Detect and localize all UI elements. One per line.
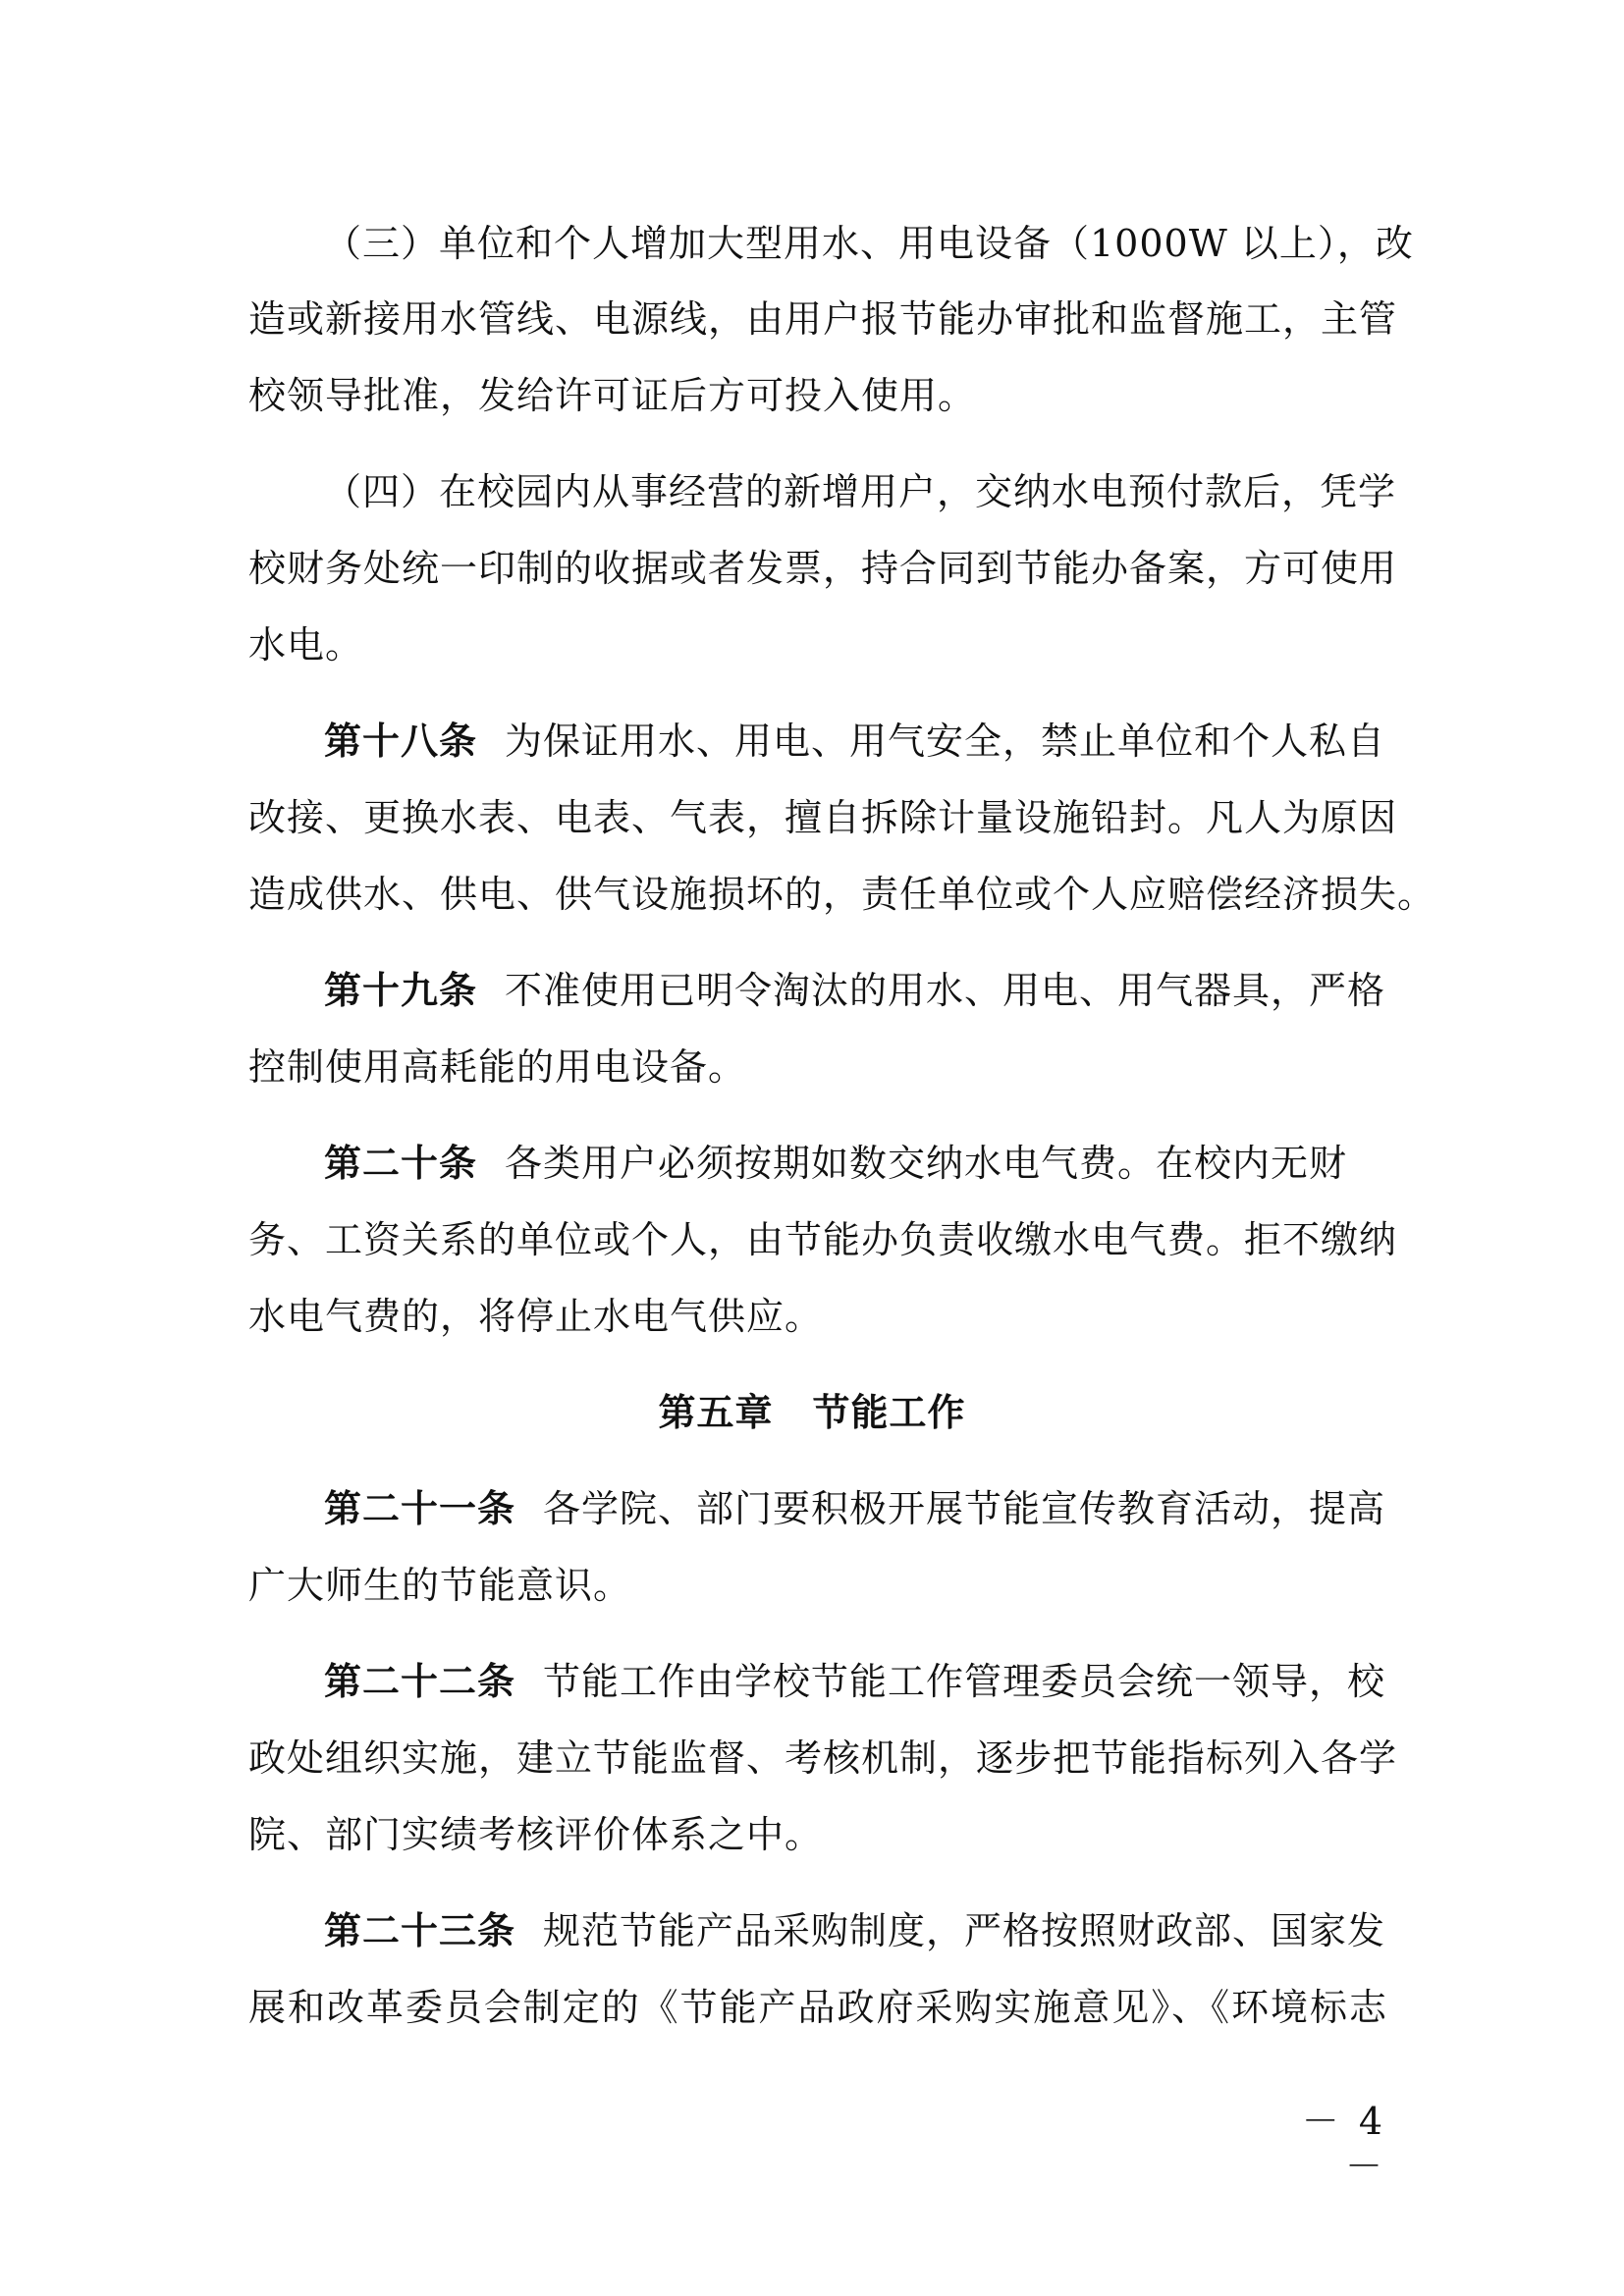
article-text: 规范节能产品采购制度，严格按照财政部、国家发 xyxy=(543,1909,1386,1952)
page-number: － 4 － xyxy=(1301,2100,1386,2188)
paragraph-line: 水电气费的，将停止水电气供应。 xyxy=(248,1295,824,1338)
paragraph-line: 展和改革委员会制定的《节能产品政府采购实施意见》、《环境标志 xyxy=(248,1986,1387,2029)
article-18 xyxy=(324,719,1387,764)
paragraph-line: 改接、更换水表、电表、气表，擅自拆除计量设施铅封。凡人为原因 xyxy=(248,796,1398,839)
paragraph-line: （四）在校园内从事经营的新增用户，交纳水电预付款后，凭学 xyxy=(324,470,1397,513)
paragraph-line: 政处组织实施，建立节能监督、考核机制，逐步把节能指标列入各学 xyxy=(248,1736,1398,1780)
paragraph-line: 造成供水、供电、供气设施损坏的，责任单位或个人应赔偿经济损失。 xyxy=(248,873,1436,916)
article-21 xyxy=(324,1486,1387,1531)
paragraph-line: 校领导批准，发给许可证后方可投入使用。 xyxy=(248,374,977,417)
paragraph-line: 控制使用高耗能的用电设备。 xyxy=(248,1045,747,1089)
article-label: 第二十条 xyxy=(324,1141,478,1185)
article-text: 各学院、部门要积极开展节能宣传教育活动，提高 xyxy=(543,1487,1386,1530)
chapter-number: 第五章 xyxy=(658,1390,774,1434)
article-label: 第二十三条 xyxy=(324,1908,516,1952)
chapter-heading xyxy=(0,1390,1624,1435)
chapter-title: 节能工作 xyxy=(812,1390,966,1434)
article-label: 第二十一条 xyxy=(324,1486,516,1530)
paragraph-line: 水电。 xyxy=(248,623,364,667)
paragraph-line: （三）单位和个人增加大型用水、用电设备（1000W 以上），改 xyxy=(324,222,1414,265)
article-text: 为保证用水、用电、用气安全，禁止单位和个人私自 xyxy=(505,720,1386,763)
paragraph-line: 校财务处统一印制的收据或者发票，持合同到节能办备案，方可使用 xyxy=(248,547,1398,590)
article-23 xyxy=(324,1908,1387,1953)
paragraph-line: 务、工资关系的单位或个人，由节能办负责收缴水电气费。拒不缴纳 xyxy=(248,1218,1398,1261)
article-22 xyxy=(324,1659,1387,1704)
paragraph-line: 广大师生的节能意识。 xyxy=(248,1564,632,1607)
article-text: 各类用户必须按期如数交纳水电气费。在校内无财 xyxy=(505,1142,1348,1185)
article-text: 不准使用已明令淘汰的用水、用电、用气器具，严格 xyxy=(505,969,1386,1012)
article-20 xyxy=(324,1141,1387,1186)
article-19 xyxy=(324,968,1387,1013)
article-label: 第二十二条 xyxy=(324,1659,516,1703)
paragraph-line: 造或新接用水管线、电源线，由用户报节能办审批和监督施工，主管 xyxy=(248,297,1398,341)
paragraph-line: 院、部门实绩考核评价体系之中。 xyxy=(248,1813,824,1856)
article-text: 节能工作由学校节能工作管理委员会统一领导，校 xyxy=(543,1660,1386,1703)
article-label: 第十九条 xyxy=(324,968,478,1012)
article-label: 第十八条 xyxy=(324,719,478,763)
